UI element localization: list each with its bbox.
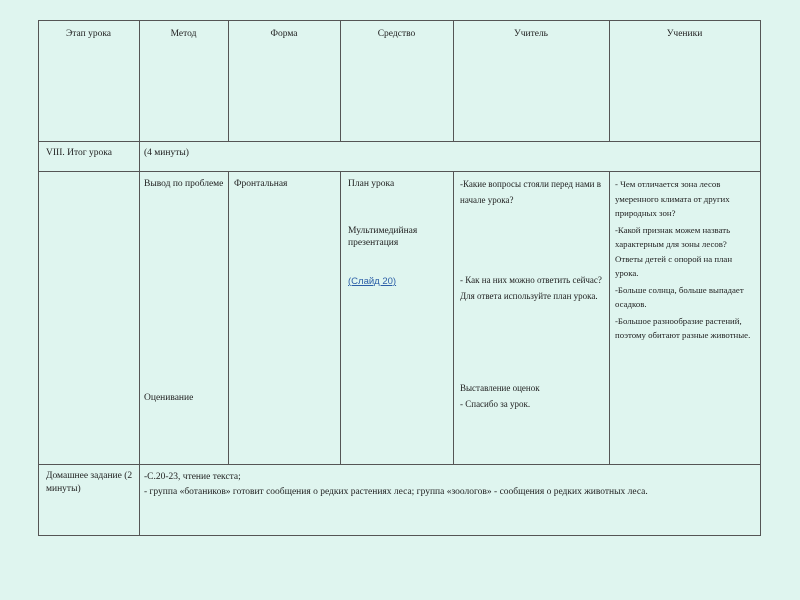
- header-students: Ученики: [666, 29, 703, 39]
- header-method: Метод: [170, 29, 197, 39]
- teacher-question-1: -Какие вопросы стояли перед нами в начале урока?: [460, 179, 602, 205]
- summary-stage: VIII. Итог урока: [46, 148, 112, 158]
- teacher-question-2: - Как на них можно ответить сейчас? Для ответа используйте план урока.: [460, 275, 602, 301]
- summary-duration: (4 минуты): [144, 148, 189, 158]
- method-conclusion: Вывод по проблеме: [144, 179, 224, 189]
- homework-stage: Домашнее задание (2 минуты): [46, 471, 133, 494]
- teacher-thanks: - Спасибо за урок.: [460, 399, 531, 409]
- header-means: Средство: [377, 29, 416, 39]
- method-assessment: Оценивание: [144, 393, 194, 403]
- students-answer-1: - Чем отличается зона лесов умеренного климата от других природных зон?: [615, 179, 730, 218]
- means-presentation: Мультимедийная презентация: [348, 226, 418, 248]
- students-answers: [615, 177, 757, 343]
- students-answer-2: -Какой признак можем назвать характерным для зоны лесов?: [615, 224, 731, 249]
- header-form: Форма: [270, 29, 298, 39]
- students-answer-4: -Больше солнца, больше выпадает осадков.: [615, 284, 744, 309]
- header-stage: Этап урока: [65, 29, 112, 39]
- form-frontal: Фронтальная: [234, 179, 288, 189]
- means-plan: План урока: [348, 179, 395, 189]
- students-answer-5: -Большое разнообразие растений, поэтому обитают разные животные.: [615, 315, 751, 340]
- homework-line-1: -С.20-23, чтение текста;: [144, 472, 241, 482]
- header-teacher: Учитель: [513, 29, 549, 39]
- lesson-table: [38, 20, 761, 536]
- students-answer-3: Ответы детей с опорой на план урока.: [615, 253, 733, 278]
- homework-line-2: - группа «ботаников» готовит сообщения о редких растениях леса; группа «зоологов» - сообщения о редких животных леса.: [144, 487, 648, 497]
- teacher-grading: Выставление оценок: [460, 383, 540, 393]
- slide-20-link[interactable]: (Слайд 20): [348, 276, 397, 287]
